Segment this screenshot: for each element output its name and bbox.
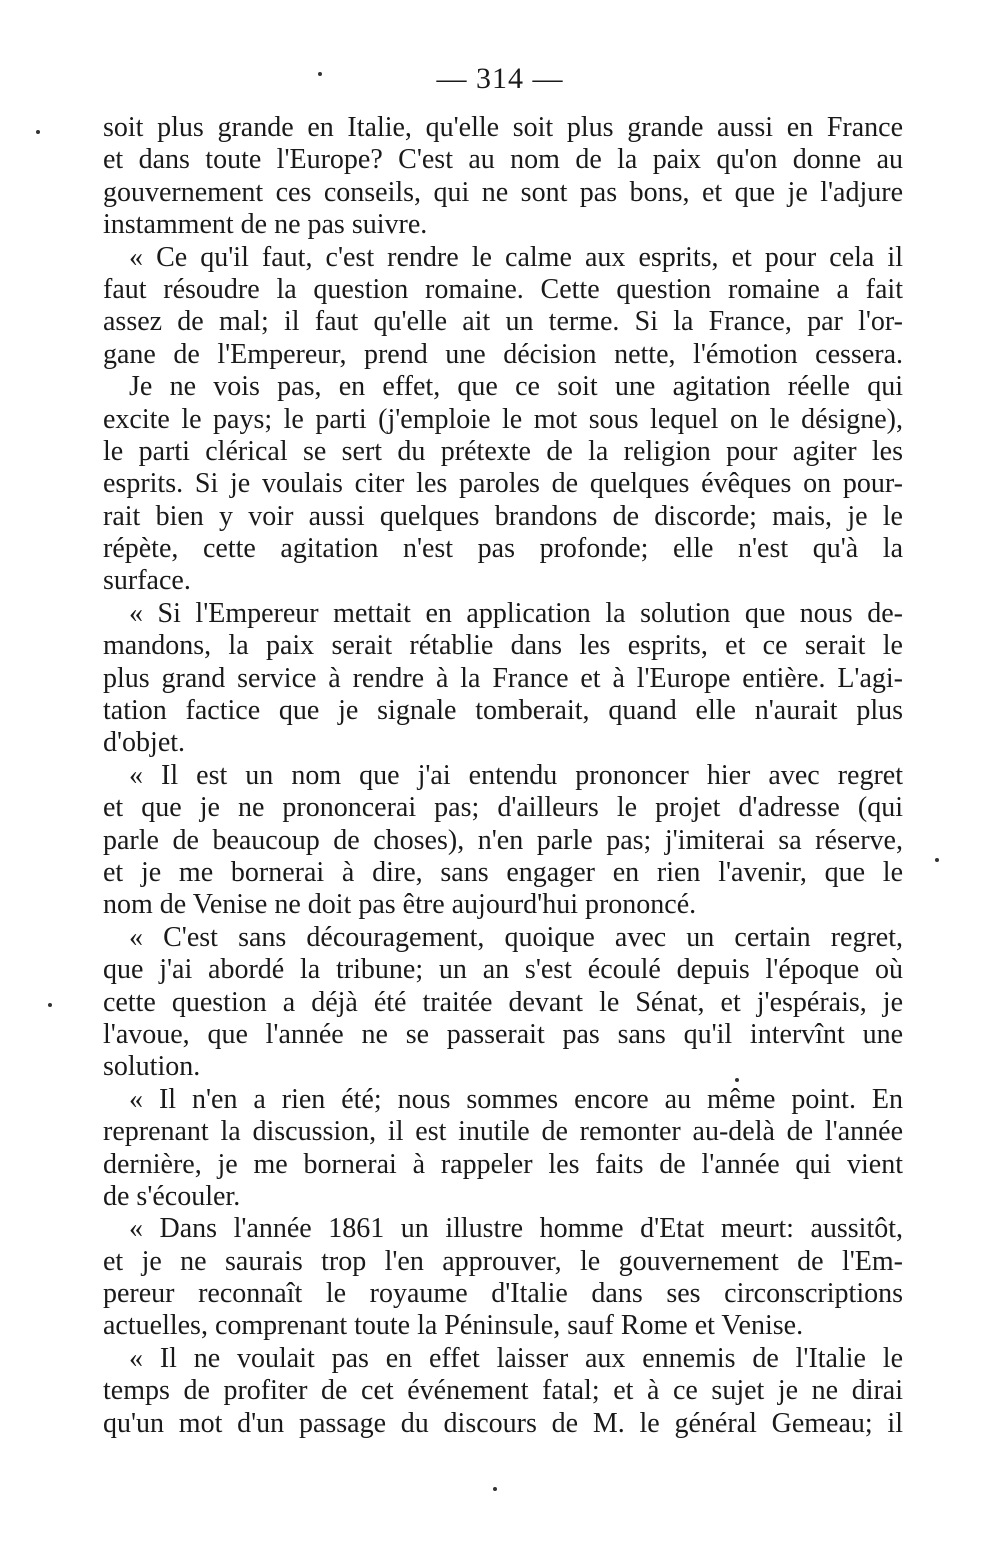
text-line: gane de l'Empereur, prend une décision nette, l'émotion cessera. <box>103 338 903 370</box>
page-number: — 314 — <box>436 62 564 95</box>
text-line: solution. <box>103 1051 201 1083</box>
text-line: « Ce qu'il faut, c'est rendre le calme aux esprits, et pour cela il <box>129 241 903 273</box>
text-line: « Il est un nom que j'ai entendu prononcer hier avec regret <box>129 759 903 791</box>
body-text <box>103 112 903 1440</box>
text-line: d'objet. <box>103 727 186 759</box>
text-line: de s'écouler. <box>103 1180 241 1212</box>
scan-speck <box>493 1487 497 1491</box>
scan-speck <box>935 858 939 862</box>
text-line: et je ne saurais trop l'en approuver, le gouvernement de l'Em- <box>103 1245 903 1277</box>
text-line: soit plus grande en Italie, qu'elle soit plus grande aussi en France <box>103 112 903 143</box>
text-line: Je ne vois pas, en effet, que ce soit une agitation réelle qui <box>129 371 903 403</box>
text-line: dernière, je me bornerai à rappeler les faits de l'année qui vient <box>103 1148 903 1180</box>
text-line: tation factice que je signale tomberait, quand elle n'aurait plus <box>103 695 903 727</box>
text-line: et dans toute l'Europe? C'est au nom de la paix qu'on donne au <box>103 144 903 176</box>
scan-speck <box>735 1078 739 1082</box>
text-line: mandons, la paix serait rétablie dans les esprits, et ce serait le <box>103 630 903 662</box>
text-line: « Dans l'année 1861 un illustre homme d'Etat meurt: aussitôt, <box>129 1213 903 1245</box>
text-line: plus grand service à rendre à la France et à l'Europe entière. L'agi- <box>103 662 903 694</box>
text-line: reprenant la discussion, il est inutile de remonter au-delà de l'année <box>103 1116 903 1148</box>
text-line: « Il n'en a rien été; nous sommes encore au même point. En <box>129 1083 903 1115</box>
text-line: gouvernement ces conseils, qui ne sont pas bons, et que je l'adjure <box>103 176 903 208</box>
text-line: « Si l'Empereur mettait en application la solution que nous de- <box>129 597 903 629</box>
text-line: parle de beaucoup de choses), n'en parle pas; j'imiterai sa réserve, <box>103 824 903 856</box>
text-line: cette question a déjà été traitée devant le Sénat, et j'espérais, je <box>103 986 903 1018</box>
text-line: « C'est sans découragement, quoique avec un certain regret, <box>129 921 903 953</box>
text-line: esprits. Si je voulais citer les paroles de quelques évêques on pour- <box>103 468 903 500</box>
text-line: faut résoudre la question romaine. Cette question romaine a fait <box>103 273 903 305</box>
scan-speck <box>36 130 40 134</box>
text-line: et que je ne prononcerai pas; d'ailleurs le projet d'adresse (qui <box>103 792 903 824</box>
text-line: rait bien y voir aussi quelques brandons de discorde; mais, je le <box>103 500 903 532</box>
text-line: actuelles, comprenant toute la Péninsule, sauf Rome et Venise. <box>103 1310 804 1342</box>
text-line: que j'ai abordé la tribune; un an s'est écoulé depuis l'époque où <box>103 954 903 986</box>
text-line: pereur reconnaît le royaume d'Italie dans ses circonscriptions <box>103 1278 903 1310</box>
text-line: instamment de ne pas suivre. <box>103 209 428 241</box>
text-line: surface. <box>103 565 191 597</box>
text-line: et je me bornerai à dire, sans engager en rien l'avenir, que le <box>103 856 903 888</box>
text-line: nom de Venise ne doit pas être aujourd'hui prononcé. <box>103 889 697 921</box>
text-line: « Il ne voulait pas en effet laisser aux ennemis de l'Italie le <box>129 1342 903 1374</box>
text-line: assez de mal; il faut qu'elle ait un terme. Si la France, par l'or- <box>103 306 903 338</box>
text-line: répète, cette agitation n'est pas profonde; elle n'est qu'à la <box>103 533 903 565</box>
text-line: excite le pays; le parti (j'emploie le mot sous lequel on le désigne), <box>103 403 903 435</box>
text-line: temps de profiter de cet événement fatal; et à ce sujet je ne dirai <box>103 1375 903 1407</box>
scan-speck <box>318 72 322 76</box>
text-line: l'avoue, que l'année ne se passerait pas sans qu'il intervînt une <box>103 1018 903 1050</box>
text-line: qu'un mot d'un passage du discours de M. le général Gemeau; il <box>103 1407 903 1439</box>
scan-speck <box>48 1003 52 1007</box>
text-line: le parti clérical se sert du prétexte de la religion pour agiter les <box>103 435 903 467</box>
